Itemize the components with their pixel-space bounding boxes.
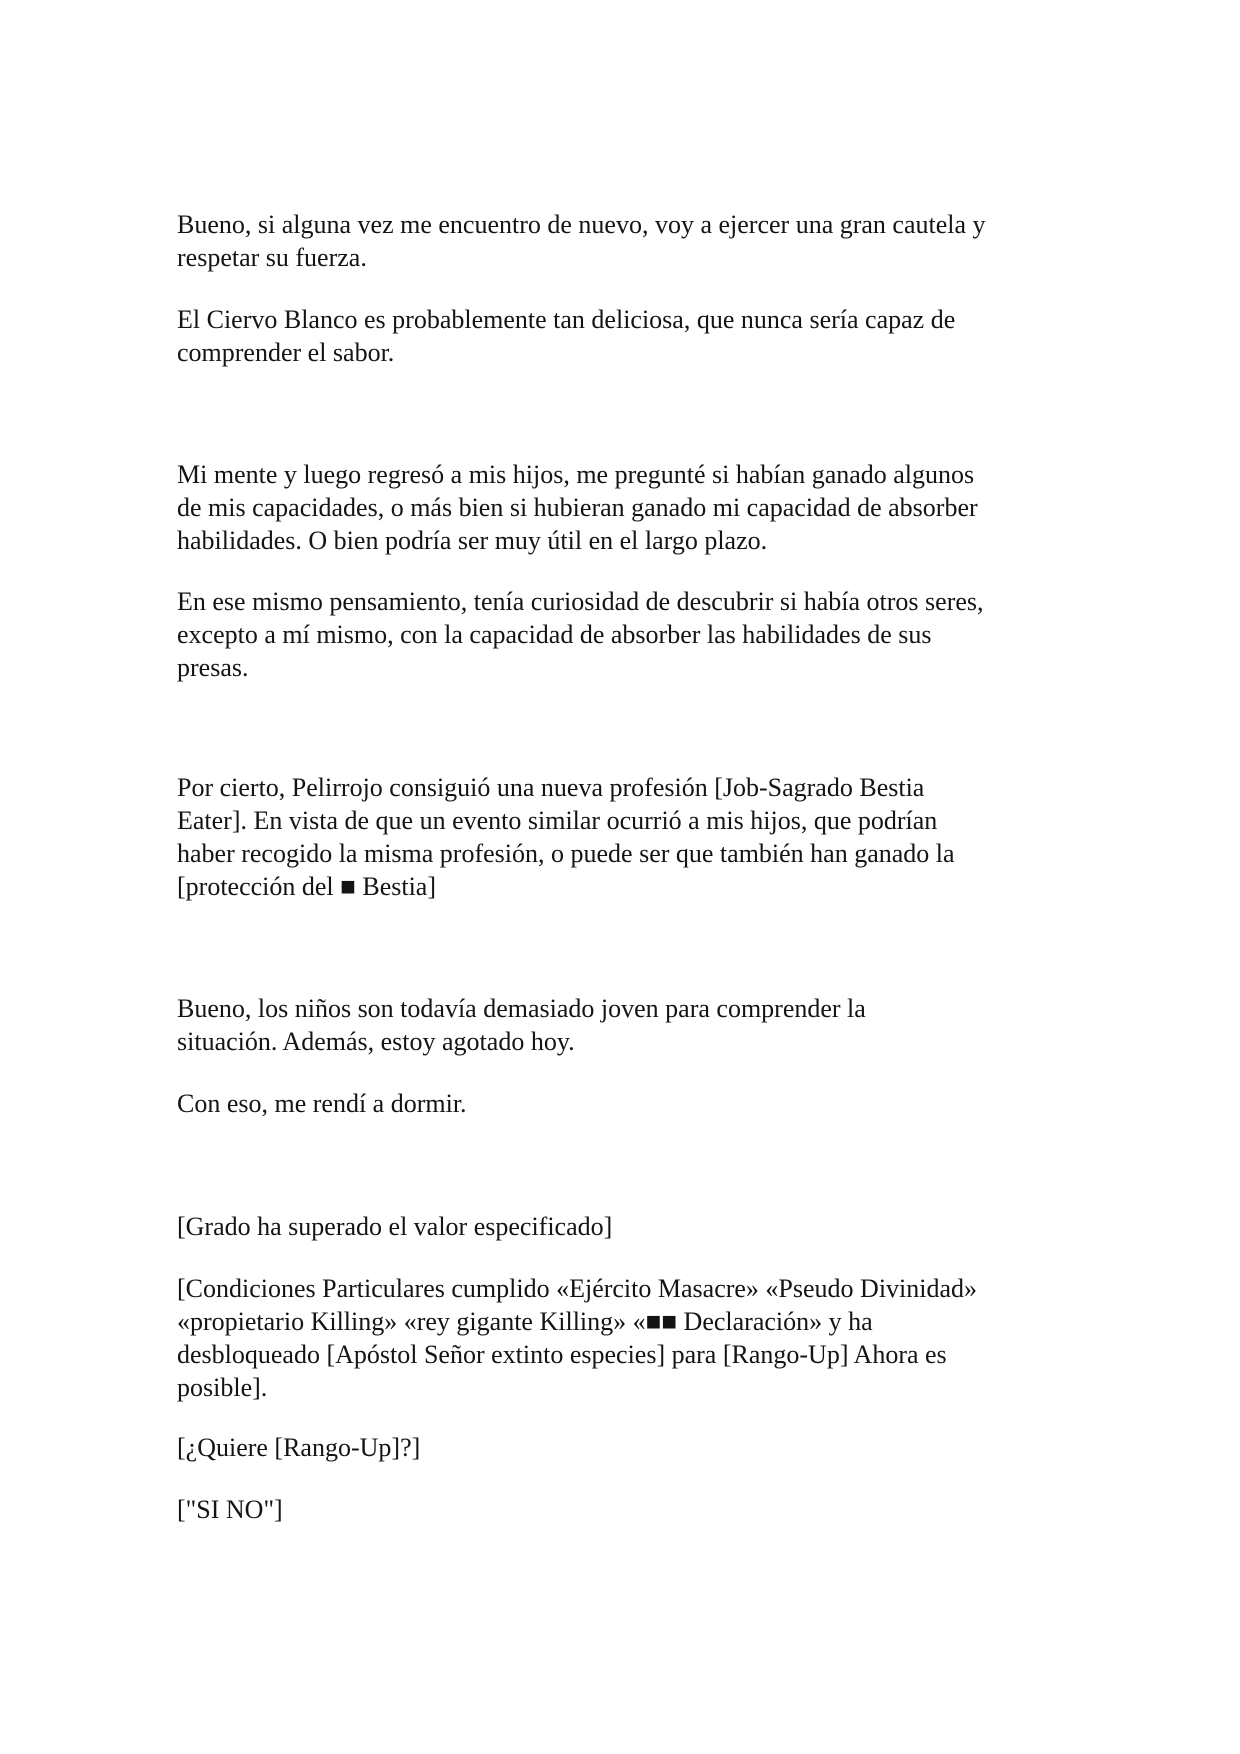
paragraph-9: [177, 1272, 1077, 1404]
text-line: excepto a mí mismo, con la capacidad de absorber las habilidades de sus: [177, 620, 932, 649]
text-line: En ese mismo pensamiento, tenía curiosidad de descubrir si había otros seres,: [177, 587, 984, 616]
paragraph-5: [177, 771, 1077, 903]
paragraph-1: [177, 208, 1077, 274]
text-line: Eater]. En vista de que un evento similar ocurrió a mis hijos, que podrían: [177, 806, 938, 835]
text-line: haber recogido la misma profesión, o puede ser que también han ganado la: [177, 839, 955, 868]
text-line: de mis capacidades, o más bien si hubieran ganado mi capacidad de absorber: [177, 493, 978, 522]
text-line: respetar su fuerza.: [177, 243, 367, 272]
text-line: Bueno, los niños son todavía demasiado joven para comprender la: [177, 994, 866, 1023]
text-line: «propietario Killing» «rey gigante Killing» «■■ Declaración» y ha: [177, 1307, 873, 1336]
paragraph-6: [177, 992, 1077, 1058]
text-line: Mi mente y luego regresó a mis hijos, me pregunté si habían ganado algunos: [177, 460, 975, 489]
paragraph-7: [177, 1087, 1077, 1120]
text-line: presas.: [177, 653, 249, 682]
text-line: Bueno, si alguna vez me encuentro de nuevo, voy a ejercer una gran cautela y: [177, 210, 986, 239]
text-line: [¿Quiere [Rango-Up]?]: [177, 1433, 421, 1462]
text-line: desbloqueado [Apóstol Señor extinto especies] para [Rango-Up] Ahora es: [177, 1340, 947, 1369]
text-line: situación. Además, estoy agotado hoy.: [177, 1027, 575, 1056]
text-line: Con eso, me rendí a dormir.: [177, 1089, 467, 1118]
text-line: [Condiciones Particulares cumplido «Ejército Masacre» «Pseudo Divinidad»: [177, 1274, 978, 1303]
text-line: posible].: [177, 1373, 268, 1402]
paragraph-8: [177, 1210, 1077, 1243]
text-line: ["SI NO"]: [177, 1495, 283, 1524]
paragraph-11: [177, 1493, 1077, 1526]
text-line: [Grado ha superado el valor especificado]: [177, 1212, 613, 1241]
text-line: Por cierto, Pelirrojo consiguió una nueva profesión [Job-Sagrado Bestia: [177, 773, 925, 802]
paragraph-4: [177, 585, 1077, 684]
paragraph-3: [177, 458, 1077, 557]
paragraph-10: [177, 1431, 1077, 1464]
text-line: [protección del ■ Bestia]: [177, 872, 436, 901]
text-line: comprender el sabor.: [177, 338, 395, 367]
text-line: El Ciervo Blanco es probablemente tan deliciosa, que nunca sería capaz de: [177, 305, 956, 334]
text-line: habilidades. O bien podría ser muy útil en el largo plazo.: [177, 526, 768, 555]
paragraph-2: [177, 303, 1077, 369]
